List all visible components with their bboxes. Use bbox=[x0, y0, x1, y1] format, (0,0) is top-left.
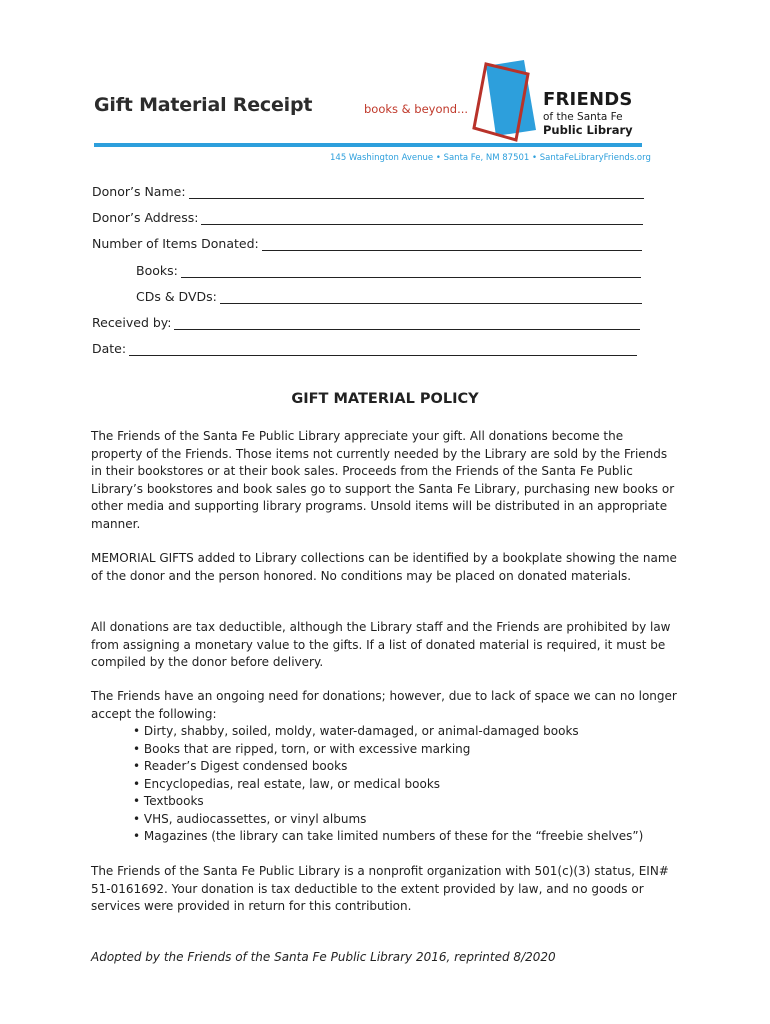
donor-address-field[interactable] bbox=[92, 210, 643, 225]
received-by-line[interactable] bbox=[174, 317, 640, 330]
tagline: books & beyond... bbox=[364, 102, 469, 116]
page-title: Gift Material Receipt bbox=[94, 94, 313, 116]
items-donated-field[interactable] bbox=[92, 236, 642, 251]
policy-paragraph-4: The Friends have an ongoing need for donations; however, due to lack of space we can no longer accept the following: bbox=[91, 689, 677, 721]
list-item: • Encyclopedias, real estate, law, or medical books bbox=[133, 776, 693, 794]
list-item: • Dirty, shabby, soiled, moldy, water-damaged, or animal-damaged books bbox=[133, 723, 693, 741]
list-item: • Reader’s Digest condensed books bbox=[133, 758, 693, 776]
address-line: 145 Washington Avenue • Santa Fe, NM 87501 • SantaFeLibraryFriends.org bbox=[330, 153, 651, 163]
logo-friends-text: FRIENDS bbox=[543, 89, 633, 110]
adoption-note: Adopted by the Friends of the Santa Fe Public Library 2016, reprinted 8/2020 bbox=[91, 950, 556, 964]
date-field[interactable] bbox=[92, 341, 637, 356]
logo-subtitle: of the Santa Fe bbox=[543, 111, 623, 123]
cds-dvds-label: CDs & DVDs: bbox=[136, 289, 217, 304]
policy-paragraph-2: MEMORIAL GIFTS added to Library collections can be identified by a bookplate showing the name of the donor and the person honored. No conditions may be placed on donated materials. bbox=[91, 551, 677, 583]
books-label: Books: bbox=[136, 263, 178, 278]
items-donated-line[interactable] bbox=[262, 238, 642, 251]
policy-paragraph-3: All donations are tax deductible, although the Library staff and the Friends are prohibited by law from assigning a monetary value to the gifts. If a list of donated material is required, it must be compiled by the donor before delivery. bbox=[91, 620, 671, 669]
cds-dvds-field[interactable] bbox=[136, 289, 642, 304]
date-line[interactable] bbox=[129, 343, 637, 356]
donor-address-label: Donor’s Address: bbox=[92, 210, 199, 225]
list-item: • VHS, audiocassettes, or vinyl albums bbox=[133, 811, 693, 829]
donor-name-label: Donor’s Name: bbox=[92, 184, 186, 199]
list-item: • Textbooks bbox=[133, 793, 693, 811]
logo-library-text: Public Library bbox=[543, 123, 633, 137]
policy-paragraph-1: The Friends of the Santa Fe Public Library appreciate your gift. All donations become the property of the Friends. Those items not currently needed by the Library are sold by the Friends in their bookstores or at their book sales. Proceeds from the Friends of the Santa Fe Public Library’s bookstores and book sales go to support the Santa Fe Library, purchasing new books or other media and supporting library programs. Unsold items will be distributed in an appropriate manner. bbox=[91, 429, 675, 531]
cds-dvds-line[interactable] bbox=[220, 291, 642, 304]
received-by-field[interactable] bbox=[92, 315, 640, 330]
books-line[interactable] bbox=[181, 265, 641, 278]
received-by-label: Received by: bbox=[92, 315, 172, 330]
friends-logo-icon bbox=[466, 52, 546, 142]
date-label: Date: bbox=[92, 341, 127, 356]
items-donated-label: Number of Items Donated: bbox=[92, 236, 259, 251]
donor-address-line[interactable] bbox=[201, 212, 643, 225]
books-field[interactable] bbox=[136, 263, 641, 278]
policy-paragraph-5: The Friends of the Santa Fe Public Library is a nonprofit organization with 501(c)(3) status, EIN# 51-0161692. Your donation is tax deductible to the extent provided by law, and no goods or services were provided in return for this contribution. bbox=[91, 864, 669, 913]
donor-name-line[interactable] bbox=[189, 186, 644, 199]
list-item: • Magazines (the library can take limited numbers of these for the “freebie shelves”) bbox=[133, 828, 693, 846]
policy-heading: GIFT MATERIAL POLICY bbox=[291, 391, 479, 407]
list-item: • Books that are ripped, torn, or with excessive marking bbox=[133, 741, 693, 759]
donor-name-field[interactable] bbox=[92, 184, 644, 199]
exclusion-list bbox=[133, 723, 693, 846]
header-divider bbox=[94, 143, 642, 147]
